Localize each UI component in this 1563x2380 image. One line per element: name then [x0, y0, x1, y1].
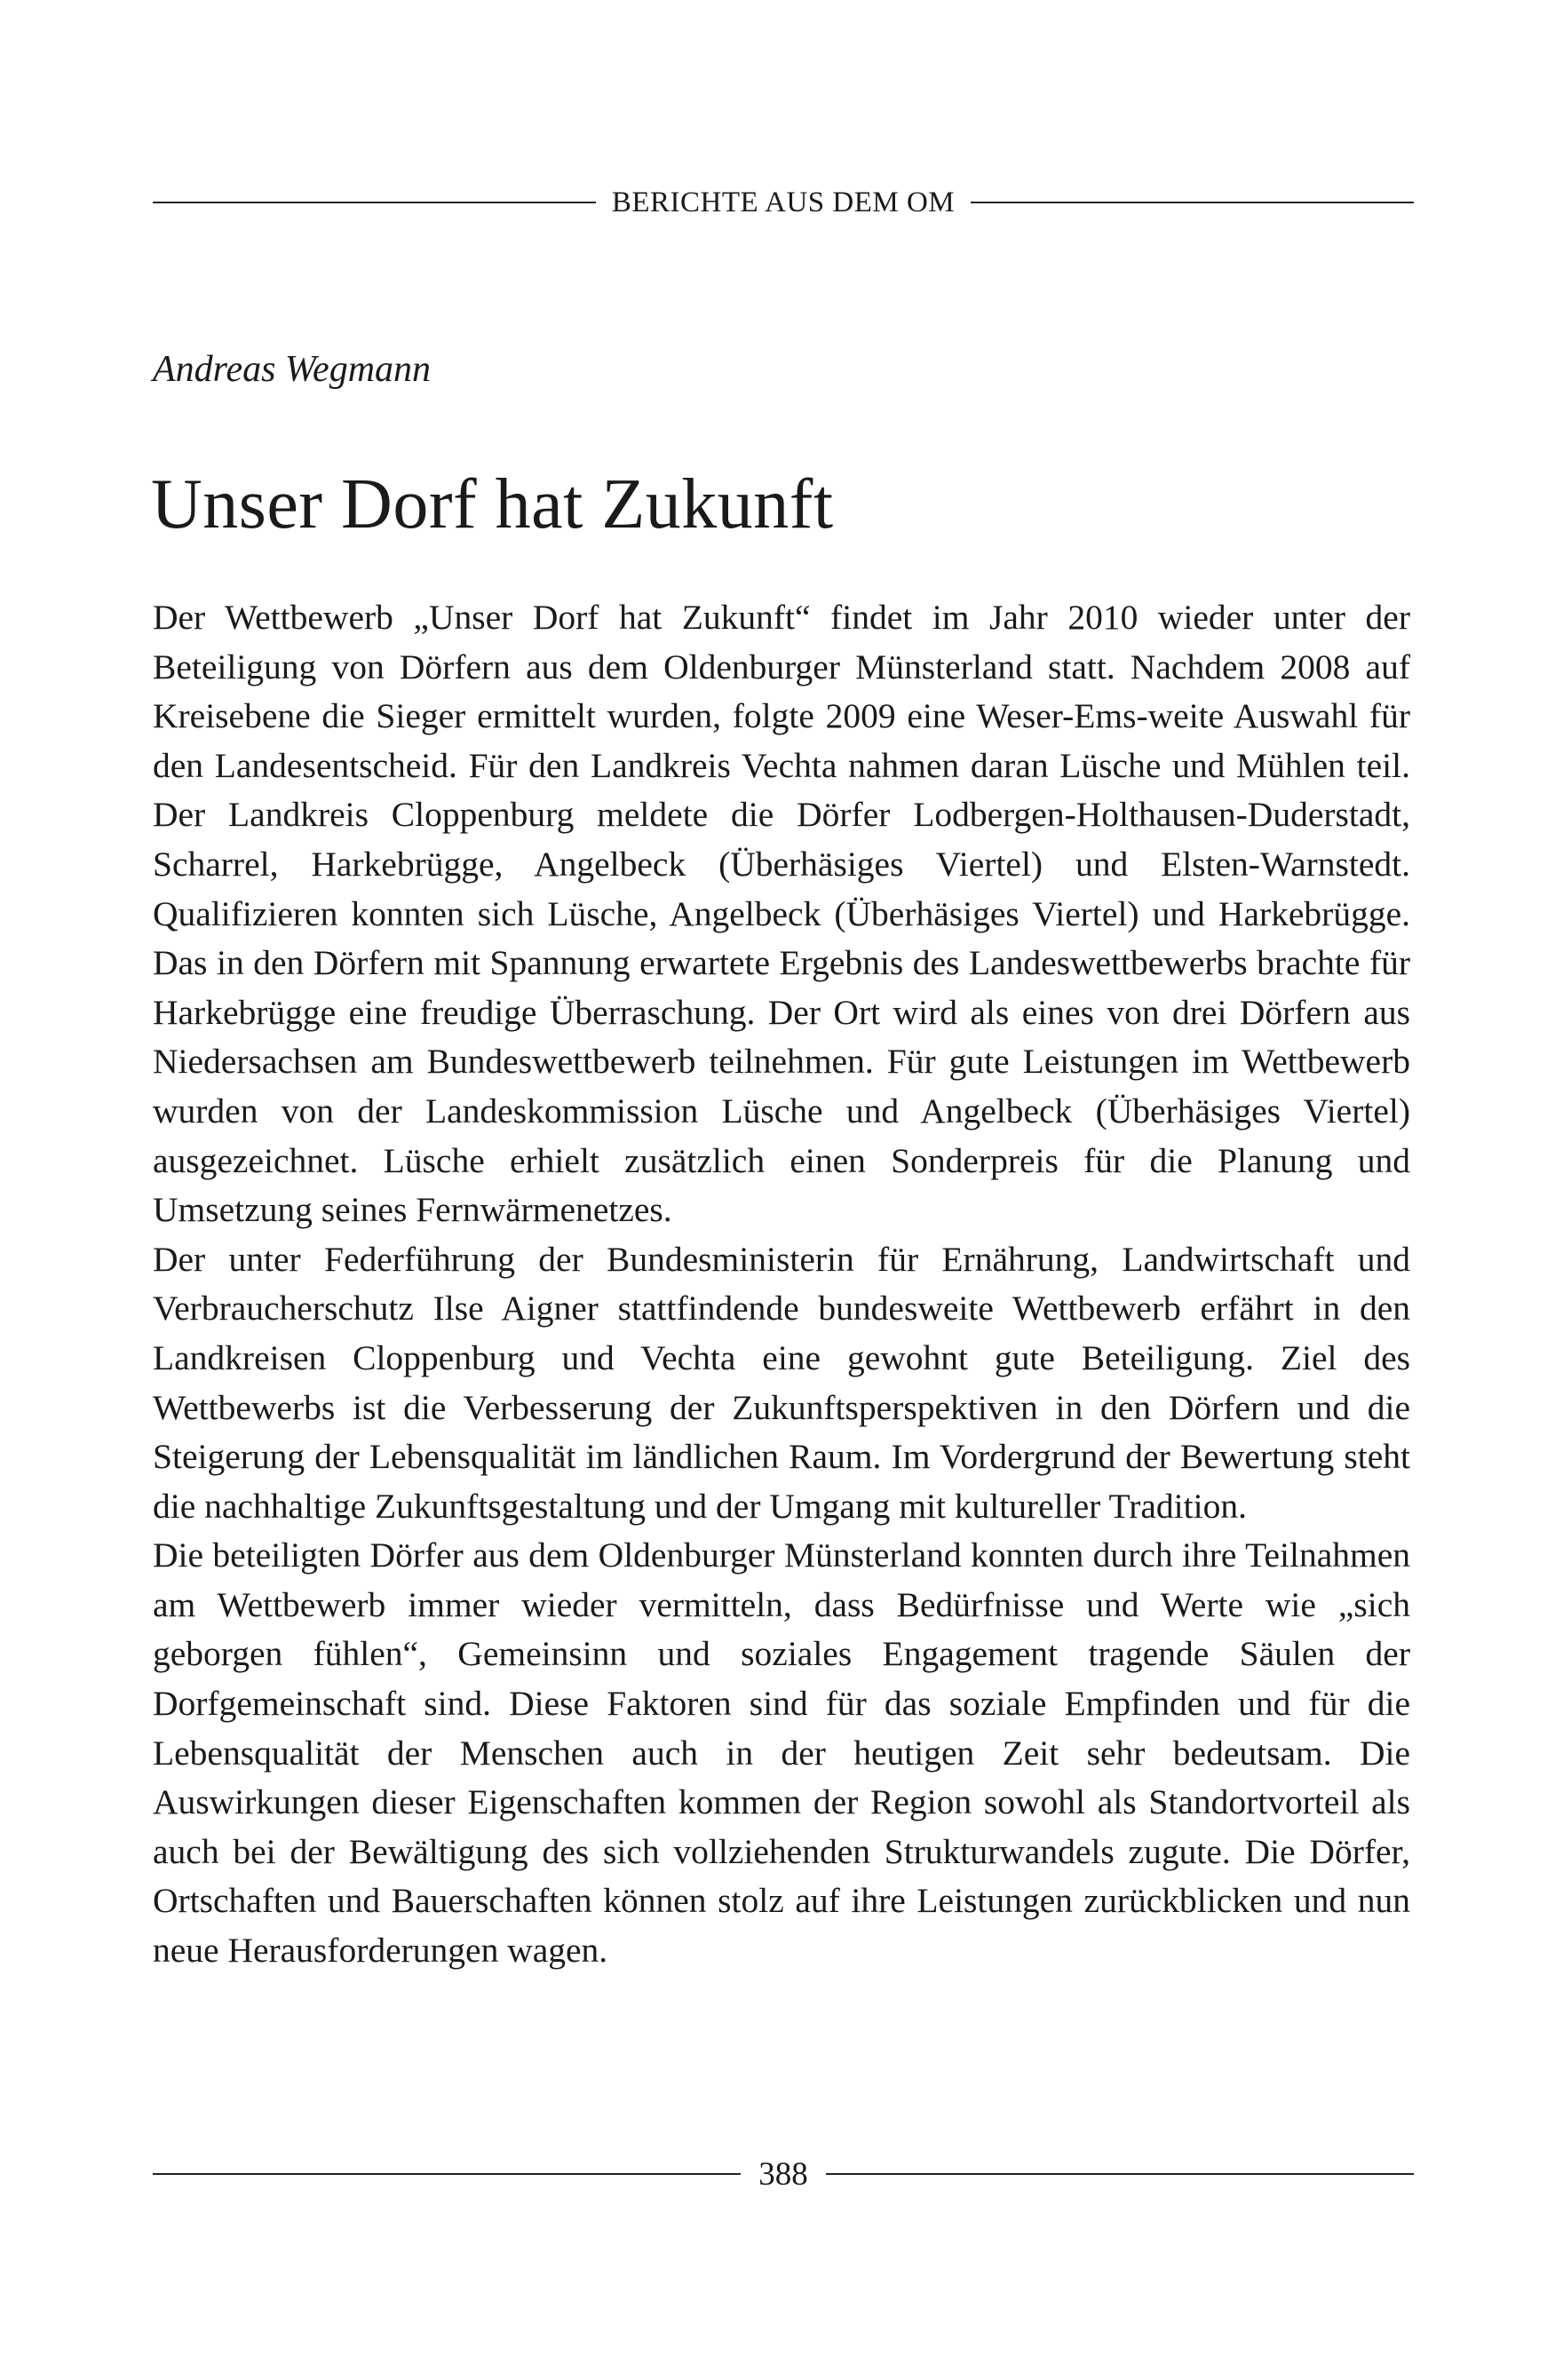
- article-title: Unser Dorf hat Zukunft: [151, 465, 834, 543]
- footer-rule-left: [153, 2173, 741, 2175]
- page-number: 388: [758, 2155, 808, 2193]
- footer-rule-right: [826, 2173, 1414, 2175]
- article-author: Andreas Wegmann: [153, 349, 432, 390]
- header-rule-left: [153, 202, 596, 203]
- body-paragraph: Die beteiligten Dörfer aus dem Oldenburger Münsterland konnten durch ihre Teilnahmen am Wettbewerb immer wieder vermitteln, dass Bedürfnisse und Werte wie „sich geborgen fühlen“, Gemeinsinn und soziales Engagement tragende Säulen der Dorfgemeinschaft sind. Diese Faktoren sind für das soziale Empfinden und für die Lebensqualität der Menschen auch in der heutigen Zeit sehr bedeutsam. Die Auswirkungen dieser Eigenschaften kommen der Region sowohl als Standortvorteil als auch bei der Bewältigung des sich vollziehenden Strukturwandels zugute. Die Dörfer, Ortschaften und Bauerschaften können stolz auf ihre Leistungen zurückblicken und nun neue Herausforderungen wagen.: [153, 1535, 1410, 1971]
- body-paragraph: Der Wettbewerb „Unser Dorf hat Zukunft“ findet im Jahr 2010 wieder unter der Beteiligung von Dörfern aus dem Oldenburger Münsterland statt. Nachdem 2008 auf Kreisebene die Sieger ermittelt wurden, folgte 2009 eine Weser-Ems-weite Auswahl für den Landesentscheid. Für den Landkreis Vechta nahmen daran Lüsche und Mühlen teil. Der Landkreis Cloppenburg meldete die Dörfer Lodbergen-Holthausen-Duderstadt, Scharrel, Harkebrügge, Angelbeck (Überhäsiges Viertel) und Elsten-Warnstedt. Qualifizieren konnten sich Lüsche, Angelbeck (Überhäsiges Viertel) und Harkebrügge. Das in den Dörfern mit Spannung erwartete Ergebnis des Landeswettbewerbs brachte für Harkebrügge eine freudige Überraschung. Der Ort wird als eines von drei Dörfern aus Niedersachsen am Bundeswettbewerb teilnehmen. Für gute Leistungen im Wettbewerb wurden von der Landeskommission Lüsche und Angelbeck (Überhäsiges Viertel) ausgezeichnet. Lüsche erhielt zusätzlich einen Sonderpreis für die Planung und Umsetzung seines Fernwärmenetzes.: [153, 598, 1410, 1230]
- article-body: [153, 593, 1410, 1976]
- page-footer: [153, 2147, 1414, 2201]
- running-title: BERICHTE AUS DEM OM: [611, 186, 956, 218]
- header-rule-right: [971, 202, 1414, 203]
- body-paragraph: Der unter Federführung der Bundesministerin für Ernährung, Landwirtschaft und Verbraucherschutz Ilse Aigner stattfindende bundesweite Wettbewerb erfährt in den Landkreisen Cloppenburg und Vechta eine gewohnt gute Beteiligung. Ziel des Wettbewerbs ist die Verbesserung der Zukunftsperspektiven in den Dörfern und die Steigerung der Lebensqualität im ländlichen Raum. Im Vordergrund der Bewertung steht die nachhaltige Zukunftsgestaltung und der Umgang mit kultureller Tradition.: [153, 1239, 1410, 1526]
- running-header: [153, 176, 1414, 229]
